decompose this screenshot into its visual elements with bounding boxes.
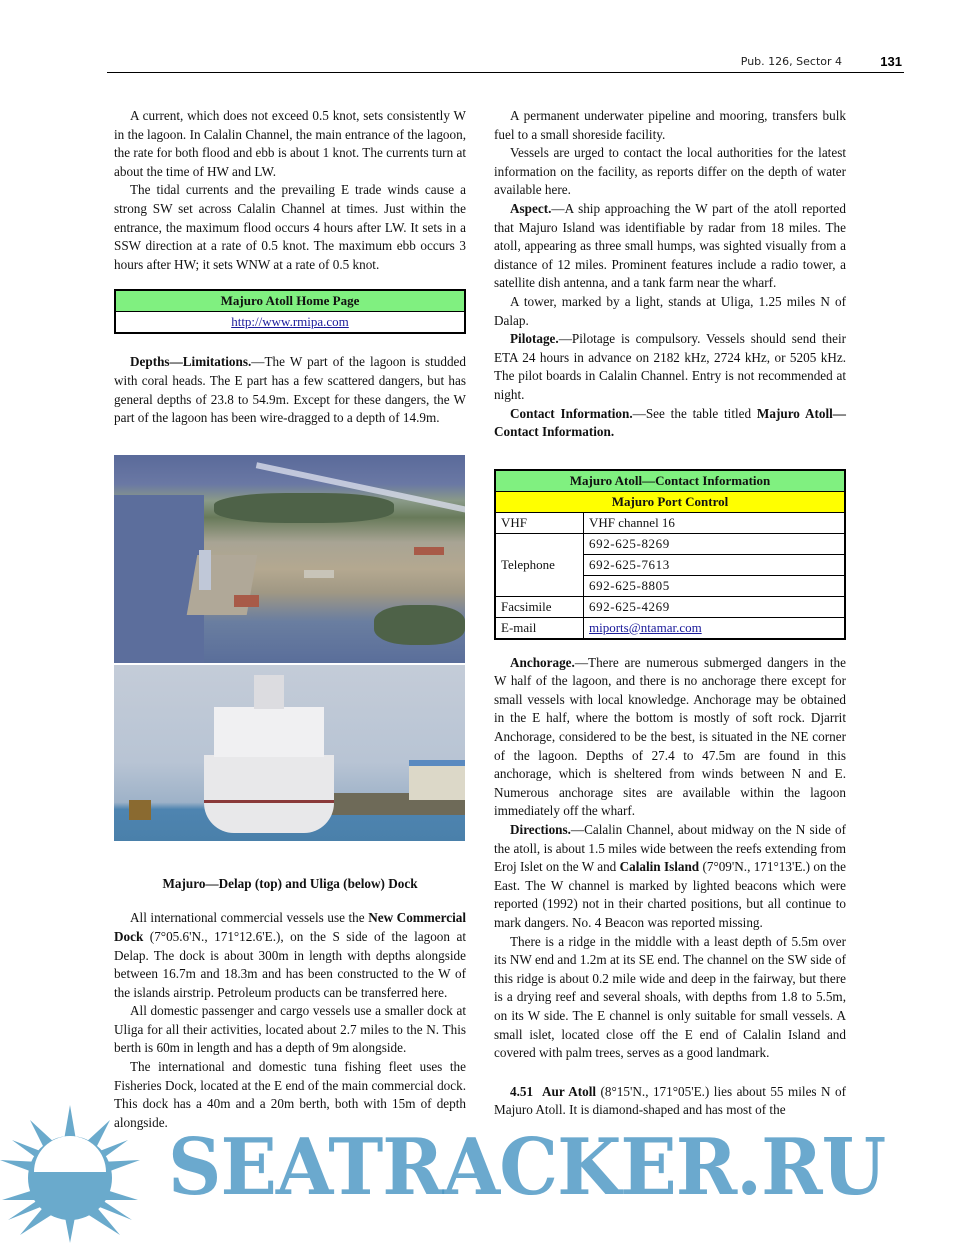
paragraph-commercial-dock: All international commercial vessels use the New Commercial Dock (7°05.6'N., 171°12.6'E.), on the S side of the lagoon at Delap. The dock is about 300m in length with depths alongside between 16.7m and 18.3m and has been constructed to the W of the islands airstrip. Petroleum products can be transferred here. [114,910,467,1000]
table-row: Facsimile 692-625-4269 [495,596,845,617]
contact-table [494,469,846,640]
photo-majuro-docks [114,455,465,841]
table-row: 692-625-7613 [495,554,845,575]
table-row: 692-625-8805 [495,575,845,596]
watermark-text: SEATRACKER.RU [168,1122,886,1214]
paragraph-aur-atoll: 4.51 Aur Atoll (8°15'N., 171°05'E.) lies about 55 miles N of Majuro Atoll. It is diamond-shaped and has most of the [494,1083,846,1118]
paragraph-ridge: There is a ridge in the middle with a least depth of 5.5m over its NW end and 1.2m at its SE end. The channel on the SW side of this ridge is about 0.2 mile wide and deep in the fairway, but there is a drying reef and several shoals, with depths from 1.8 to 5.5m, on its W side. The E channel is only suitable for small vessels. A small islet, located close off the E end of Calalin Island and covered with palm trees, serves as a good landmark. [494,933,846,1061]
home-page-link[interactable]: http://www.rmipa.com [231,314,349,330]
home-page-table-title: Majuro Atoll Home Page [115,290,465,312]
paragraph-uliga-dock: All domestic passenger and cargo vessels use a smaller dock at Uliga for all their activities, located about 2.7 miles to the N. This berth is 60m in length and has a depth of 9m alongside. [114,1003,466,1056]
right-column [494,107,846,1120]
paragraph-directions: Directions.—Calalin Channel, about midway on the N side of the atoll, is about 1.5 miles wide between the reefs extending from Eroj Islet on the W and Calalin Island (7°09'N., 171°13'E.) on the East. The W channel is marked by lighted beacons which were reported (1992) not in their charted positions, but all continue to mark dangers. No. 4 Beacon was reported missing. [494,822,846,930]
paragraph-tidal-currents: The tidal currents and the prevailing E trade winds cause a strong SW set across Calalin Channel at times. Just within the entrance, the maximum flood occurs 4 hours after LW. It sets in a SSW direction at a rate of 0.5 knot. The maximum ebb occurs 3 hours after HW; it sets WNW at a rate of 0.5 knot. [114,182,466,272]
home-page-table [114,289,466,334]
photo-uliga-dock [114,665,465,841]
left-column [114,107,466,1132]
paragraph-authorities: Vessels are urged to contact the local authorities for the latest information on the facility, as reports differ on the depth of water available here. [494,145,846,198]
paragraph-aspect: Aspect.—A ship approaching the W part of the atoll reported that Majuro Island was identifiable by radar from 18 miles. The atoll, appearing as three small humps, was sighted visually from a distance of 12 miles. Prominent features include a radio tower, a satellite dish antenna, and a tank farm near the wharf. [494,200,846,291]
depths-heading: Depths—Limitations. [130,354,252,370]
paragraph-anchorage: Anchorage.—There are numerous submerged dangers in the W half of the lagoon, and there is no anchorage there except for small vessels with local knowledge. Anchorage may be obtained in the E half, where the bottom is mostly of soft rock. Djarrit Anchorage, considered to be the best, is situated in the NE corner of the lagoon. Depths of 27.4 to 47.5m are found in this anchorage, which is sheltered from winds between N and E. Numerous anchorage sites are available within the lagoon immediately off the wharf. [494,654,846,819]
table-row: VHF VHF channel 16 [495,512,845,533]
photo-caption: Majuro—Delap (top) and Uliga (below) Dock [162,875,418,891]
paragraph-pilotage: Pilotage.—Pilotage is compulsory. Vessels should send their ETA 24 hours in advance on 2182 kHz, 2724 kHz, or 5205 kHz. The pilot boards in Calalin Channel. Entry is not recommended at night. [494,331,846,402]
paragraph-fisheries-dock: The international and domestic tuna fishing fleet uses the Fisheries Dock, located at the E end of the main commercial dock. This dock has a 40m and a 20m berth, both with 15m of depth alongside. [114,1059,466,1130]
paragraph-pipeline: A permanent underwater pipeline and mooring, transfers bulk fuel to a small shoreside facility. [494,108,846,142]
paragraph-contact: Contact Information.—See the table titled Majuro Atoll—Contact Information. [494,405,846,440]
paragraph-current: A current, which does not exceed 0.5 knot, sets consistently W in the lagoon. In Calalin Channel, the main entrance of the lagoon, the rate for both flood and ebb is about 1 knot. The currents turn at about the time of HW and LW. [114,108,466,179]
publication-label: Pub. 126, Sector 4 [740,55,842,68]
contact-table-subtitle: Majuro Port Control [495,491,845,512]
page-number: 131 [880,54,902,69]
table-row: E-mail miports@ntamar.com [495,617,845,639]
contact-table-title: Majuro Atoll—Contact Information [495,470,845,492]
section-number: 4.51 [510,1083,534,1099]
photo-delap-dock [114,455,465,663]
table-row: Telephone 692-625-8269 [495,533,845,554]
paragraph-depths: Depths—Limitations.—The W part of the lagoon is studded with coral heads. The E part has a few scattered dangers, but has general depths of 23.8 to 54.9m. Except for these dangers, the W part of the lagoon has been wire-dragged to a depth of 14.9m. [114,354,466,426]
paragraph-tower: A tower, marked by a light, stands at Uliga, 1.25 miles N of Dalap. [494,293,846,328]
page-header [107,52,904,73]
email-link[interactable]: miports@ntamar.com [589,619,702,635]
